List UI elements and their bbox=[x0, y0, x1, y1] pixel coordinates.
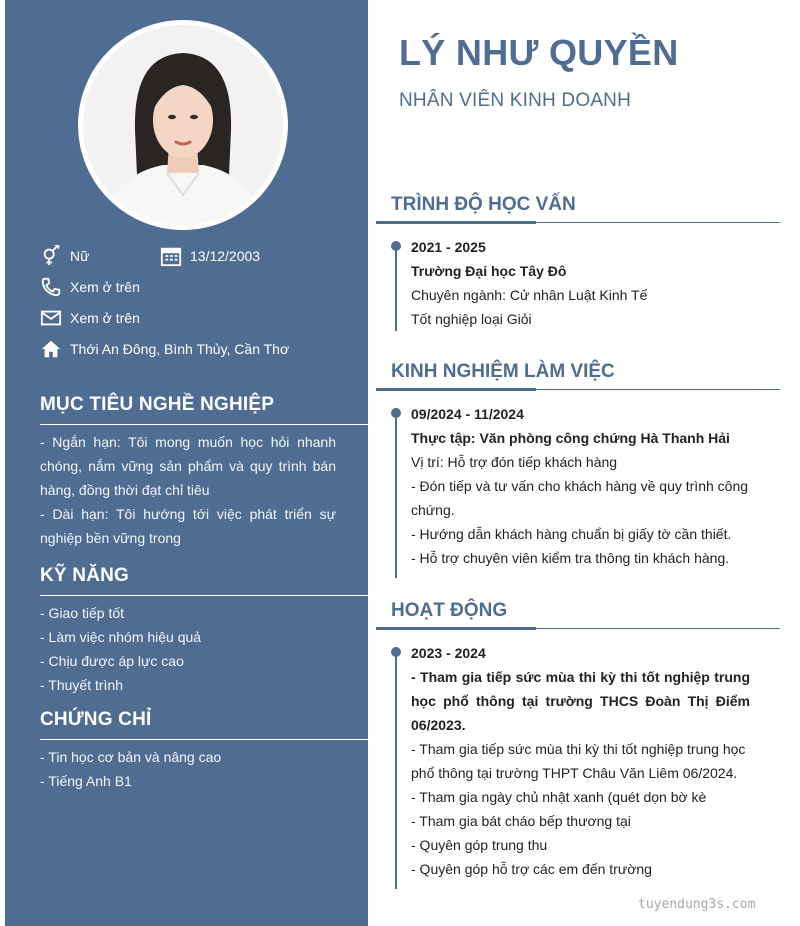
gender-row bbox=[40, 245, 89, 267]
activities-timeline bbox=[395, 647, 397, 889]
activities-period: 2023 - 2024 bbox=[411, 645, 486, 661]
home-icon bbox=[40, 338, 62, 360]
gender-value: Nữ bbox=[70, 248, 90, 264]
activities-heading: HOẠT ĐỘNG bbox=[391, 600, 508, 621]
experience-period: 09/2024 - 11/2024 bbox=[411, 406, 524, 422]
skills-heading: KỸ NĂNG bbox=[40, 565, 130, 586]
phone-row bbox=[40, 276, 140, 298]
experience-heading: KINH NGHIỆM LÀM VIỆC bbox=[391, 361, 615, 382]
experience-timeline bbox=[395, 408, 397, 578]
activities-dot bbox=[391, 647, 401, 657]
list-item: - Giao tiếp tốt bbox=[40, 605, 125, 621]
calendar-icon bbox=[160, 245, 182, 267]
experience-body bbox=[411, 402, 750, 570]
address-row bbox=[40, 338, 289, 360]
list-item: - Tiếng Anh B1 bbox=[40, 773, 132, 789]
envelope-icon bbox=[40, 307, 62, 329]
list-item: - Thuyết trình bbox=[40, 677, 124, 693]
objective-text bbox=[40, 430, 336, 550]
list-item: - Hướng dẫn khách hàng chuẩn bị giấy tờ cần thiết. bbox=[411, 526, 732, 542]
education-body bbox=[411, 235, 750, 331]
skills-divider bbox=[40, 595, 368, 596]
list-item: - Tham gia bát cháo bếp thương tại bbox=[411, 813, 631, 829]
phone-icon bbox=[40, 276, 62, 298]
phone-value: Xem ở trên bbox=[70, 279, 140, 295]
list-item: - Hỗ trợ chuyên viên kiểm tra thông tin khách hàng. bbox=[411, 550, 730, 566]
list-item: - Tham gia ngày chủ nhật xanh (quét dọn bờ kè bbox=[411, 789, 707, 805]
experience-position: Vị trí: Hỗ trợ đón tiếp khách hàng bbox=[411, 454, 618, 470]
candidate-role: NHÂN VIÊN KINH DOANH bbox=[399, 90, 632, 111]
birthdate-value: 13/12/2003 bbox=[190, 248, 261, 264]
education-grade: Tốt nghiệp loại Giỏi bbox=[411, 311, 532, 327]
profile-photo bbox=[83, 25, 283, 225]
list-item: - Tham gia tiếp sức mùa thi kỳ thi tốt nghiệp trung học phổ thông tại trường THPT Châu Văn Liêm 06/2024. bbox=[411, 741, 746, 781]
objective-long-term: - Dài hạn: Tôi hướng tới việc phát triển sự nghiệp bền vững trong bbox=[40, 506, 336, 546]
education-dot bbox=[391, 241, 401, 251]
certificates-heading: CHỨNG CHỈ bbox=[40, 709, 152, 730]
objective-divider bbox=[40, 424, 368, 425]
education-accent-bar bbox=[376, 221, 536, 224]
activities-accent-bar bbox=[376, 627, 536, 630]
education-period: 2021 - 2025 bbox=[411, 239, 486, 255]
list-item: - Tin học cơ bản và nâng cao bbox=[40, 749, 222, 765]
gender-icon bbox=[40, 245, 62, 267]
activities-highlight: - Tham gia tiếp sức mùa thi kỳ thi tốt nghiệp trung học phổ thông tại trường THCS Đoàn Thị Điểm 06/2023. bbox=[411, 669, 750, 733]
education-major: Chuyên ngành: Cử nhân Luật Kinh Tế bbox=[411, 287, 648, 303]
education-school: Trường Đại học Tây Đô bbox=[411, 263, 567, 279]
certificates-divider bbox=[40, 739, 368, 740]
list-item: - Đón tiếp và tư vấn cho khách hàng về quy trình công chứng. bbox=[411, 478, 749, 518]
experience-dot bbox=[391, 408, 401, 418]
birthdate-row bbox=[160, 245, 260, 267]
email-row bbox=[40, 307, 140, 329]
objective-short-term: - Ngắn hạn: Tôi mong muốn học hỏi nhanh chóng, nắm vững sản phẩm và quy trình bán hàng, đồng thời đạt chỉ tiêu bbox=[40, 434, 336, 498]
experience-company: Thực tập: Văn phòng công chứng Hà Thanh Hải bbox=[411, 430, 730, 446]
email-value: Xem ở trên bbox=[70, 310, 140, 326]
skills-list bbox=[40, 601, 340, 697]
certificates-list bbox=[40, 745, 340, 793]
list-item: - Làm việc nhóm hiệu quả bbox=[40, 629, 202, 645]
education-heading: TRÌNH ĐỘ HỌC VẤN bbox=[391, 194, 576, 215]
experience-accent-bar bbox=[376, 388, 536, 391]
list-item: - Chịu được áp lực cao bbox=[40, 653, 184, 669]
list-item: - Quyên góp hỗ trợ các em đến trường bbox=[411, 861, 652, 877]
list-item: - Quyên góp trung thu bbox=[411, 837, 548, 853]
address-value: Thới An Đông, Bình Thủy, Cần Thơ bbox=[70, 341, 290, 357]
activities-body bbox=[411, 641, 750, 881]
education-timeline bbox=[395, 241, 397, 331]
avatar bbox=[78, 20, 288, 230]
sidebar bbox=[5, 0, 368, 926]
watermark: tuyendung3s.com bbox=[638, 897, 756, 912]
candidate-name: LÝ NHƯ QUYỀN bbox=[399, 32, 679, 73]
objective-heading: MỤC TIÊU NGHỀ NGHIỆP bbox=[40, 394, 275, 415]
